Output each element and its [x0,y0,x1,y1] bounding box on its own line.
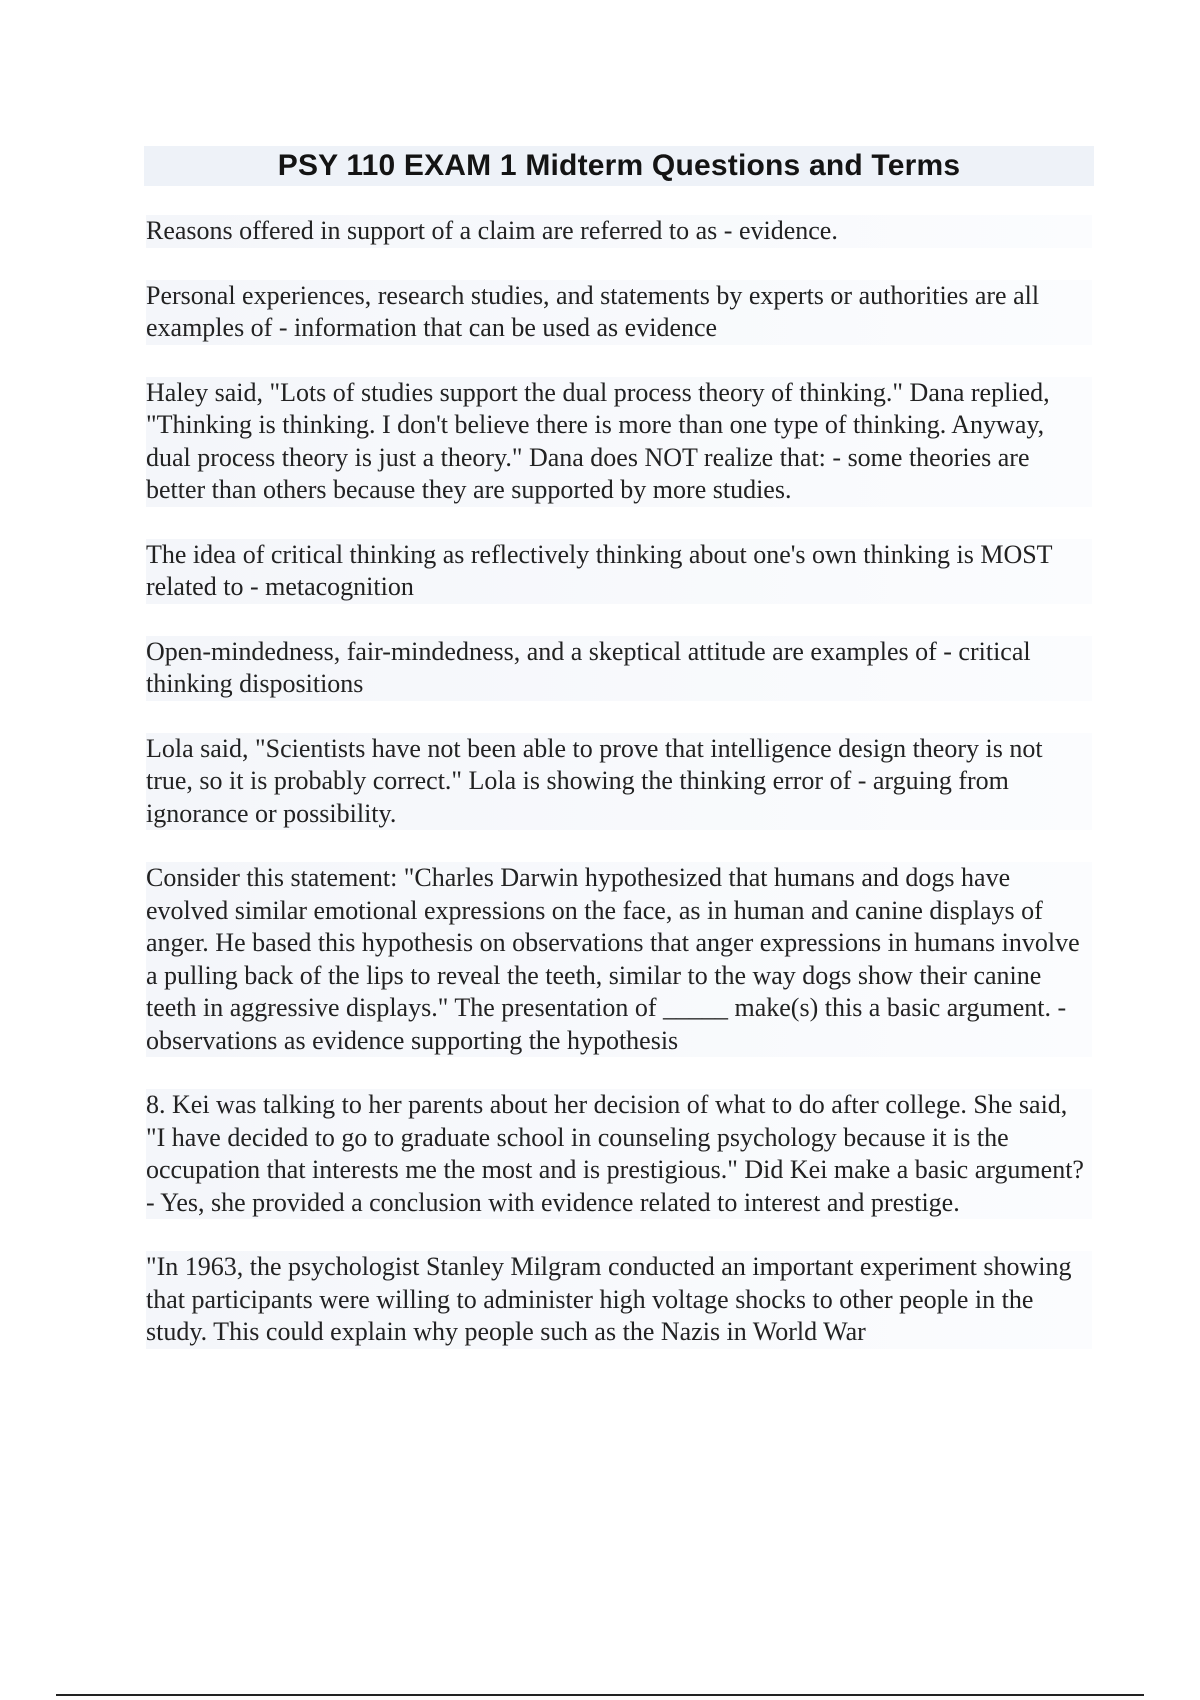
page-bottom-rule [56,1694,1144,1696]
question-item: Consider this statement: "Charles Darwin hypothesized that humans and dogs have evolved similar emotional expressions on the face, as in human and canine displays of anger. He based this hypothesis on observations that anger expressions in humans involve a pulling back of the lips to reveal the teeth, similar to the way dogs show their canine teeth in aggressive displays." The presentation of _____ make(s) this a basic argument. - observations as evidence supporting the hypothesis [146,862,1092,1057]
question-item: Reasons offered in support of a claim are referred to as - evidence. [146,215,1092,248]
question-list [146,215,1092,1349]
question-item: The idea of critical thinking as reflectively thinking about one's own thinking is MOST related to - metacognition [146,539,1092,604]
title-banner [144,146,1094,186]
question-item: 8. Kei was talking to her parents about her decision of what to do after college. She said, "I have decided to go to graduate school in counseling psychology because it is the occupation that interests me the most and is prestigious." Did Kei make a basic argument? - Yes, she provided a conclusion with evidence related to interest and prestige. [146,1089,1092,1219]
question-item: Haley said, "Lots of studies support the dual process theory of thinking." Dana replied, "Thinking is thinking. I don't believe there is more than one type of thinking. Anyway, dual process theory is just a theory." Dana does NOT realize that: - some theories are better than others because they are supported by more studies. [146,377,1092,507]
document-title: PSY 110 EXAM 1 Midterm Questions and Terms [277,149,961,182]
question-item: Open-mindedness, fair-mindedness, and a skeptical attitude are examples of - critical thinking dispositions [146,636,1092,701]
question-item: Personal experiences, research studies, and statements by experts or authorities are all examples of - information that can be used as evidence [146,280,1092,345]
question-item: Lola said, "Scientists have not been able to prove that intelligence design theory is not true, so it is probably correct." Lola is showing the thinking error of - arguing from ignorance or possibility. [146,733,1092,831]
question-item: "In 1963, the psychologist Stanley Milgram conducted an important experiment showing that participants were willing to administer high voltage shocks to other people in the study. This could explain why people such as the Nazis in World War [146,1251,1092,1349]
